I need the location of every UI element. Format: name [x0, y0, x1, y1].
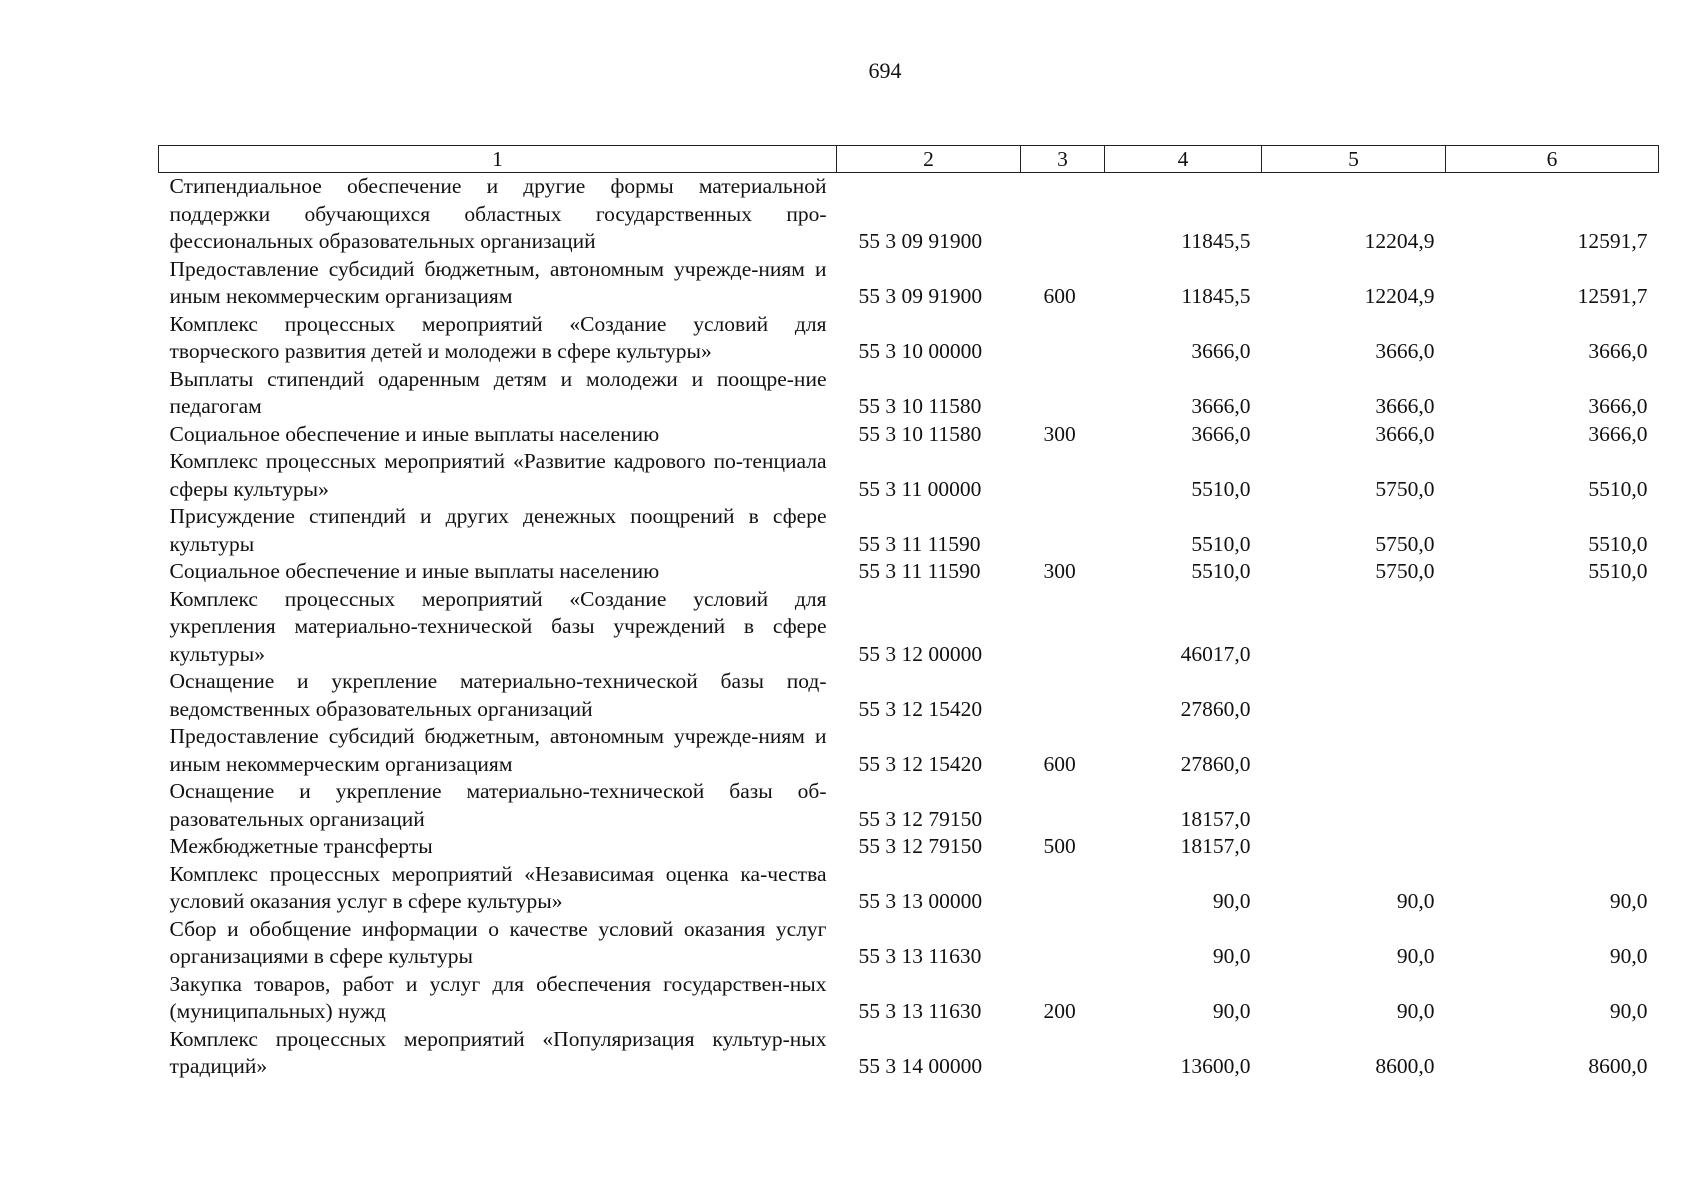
column-header-3: 3 [1021, 146, 1105, 173]
row-name: Предоставление субсидий бюджетным, автономным учрежде-ниям и иным некоммерческим организациям [169, 256, 827, 308]
row-expense-type [1021, 448, 1105, 503]
row-expense-type [1021, 668, 1105, 723]
table-row [159, 558, 1659, 586]
row-expense-type [1021, 173, 1105, 256]
row-value-col4: 5510,0 [1191, 531, 1251, 556]
table-row [159, 173, 1659, 256]
row-name: Комплекс процессных мероприятий «Независимая оценка ка-чества условий оказания услуг в сфере культуры» [169, 861, 827, 913]
row-value-col6: 12591,7 [1577, 229, 1648, 253]
row-name: Социальное обеспечение и иные выплаты населению [169, 421, 660, 446]
row-value-col6: 8600,0 [1588, 1054, 1648, 1078]
table-row [159, 421, 1659, 449]
row-value-col5: 90,0 [1396, 944, 1435, 968]
row-value-col5: 3666,0 [1375, 421, 1435, 446]
row-value-col6 [1446, 833, 1659, 861]
row-code: 55 3 09 91900 [858, 284, 983, 308]
row-expense-type: 600 [1043, 751, 1076, 776]
column-header-1: 1 [159, 146, 837, 173]
row-name: Комплекс процессных мероприятий «Развитие кадрового по-тенциала сферы культуры» [169, 449, 827, 501]
row-value-col4: 5510,0 [1191, 559, 1251, 583]
row-value-col4: 11845,5 [1181, 284, 1251, 308]
row-name: Стипендиальное обеспечение и другие формы материальной поддержки обучающихся областных государственных про-фессиональных образовательных организаций [169, 174, 827, 253]
table-header-row [159, 146, 1659, 173]
row-expense-type [1021, 778, 1105, 833]
row-name: Комплекс процессных мероприятий «Популяризация культур-ных традиций» [169, 1026, 827, 1078]
row-value-col6: 5510,0 [1588, 476, 1648, 501]
row-value-col6: 90,0 [1609, 889, 1648, 913]
row-value-col6 [1446, 668, 1659, 723]
row-value-col4: 27860,0 [1180, 696, 1251, 721]
row-value-col4: 5510,0 [1191, 476, 1251, 501]
row-code: 55 3 10 11580 [858, 421, 982, 446]
row-value-col6: 5510,0 [1588, 559, 1648, 583]
table-row [159, 778, 1659, 833]
row-expense-type [1021, 916, 1105, 971]
row-value-col5: 3666,0 [1375, 394, 1435, 418]
row-code: 55 3 13 11630 [858, 944, 982, 968]
row-expense-type [1021, 366, 1105, 421]
row-value-col6: 3666,0 [1588, 421, 1648, 446]
row-code: 55 3 12 15420 [858, 751, 983, 776]
page-number: 694 [868, 58, 902, 83]
row-value-col5 [1262, 668, 1446, 723]
row-name: Присуждение стипендий и других денежных поощрений в сфере культуры [169, 504, 827, 556]
row-value-col6: 3666,0 [1588, 339, 1648, 363]
row-value-col6 [1446, 586, 1659, 669]
table-row [159, 916, 1659, 971]
table-row [159, 586, 1659, 669]
row-expense-type [1021, 503, 1105, 558]
row-code: 55 3 13 00000 [858, 889, 983, 913]
row-name: Закупка товаров, работ и услуг для обеспечения государствен-ных (муниципальных) нужд [169, 971, 827, 1023]
table-row [159, 366, 1659, 421]
row-value-col4: 46017,0 [1180, 641, 1251, 666]
row-value-col5: 12204,9 [1364, 229, 1435, 253]
row-value-col6: 5510,0 [1588, 531, 1648, 556]
row-value-col5: 5750,0 [1375, 559, 1435, 583]
row-code: 55 3 12 00000 [858, 641, 983, 666]
table-row [159, 833, 1659, 861]
row-value-col5: 90,0 [1396, 999, 1435, 1023]
row-name: Комплекс процессных мероприятий «Создание условий для творческого развития детей и молодежи в сфере культуры» [169, 311, 827, 363]
row-expense-type: 500 [1043, 834, 1076, 858]
row-code: 55 3 10 00000 [858, 339, 983, 363]
row-value-col4: 18157,0 [1180, 806, 1251, 831]
row-value-col4: 13600,0 [1180, 1054, 1251, 1078]
row-value-col6: 3666,0 [1588, 394, 1648, 418]
row-expense-type: 200 [1043, 999, 1076, 1023]
row-name: Социальное обеспечение и иные выплаты населению [169, 559, 660, 583]
row-value-col4: 3666,0 [1191, 339, 1251, 363]
row-value-col4: 3666,0 [1191, 394, 1251, 418]
row-value-col5: 3666,0 [1375, 339, 1435, 363]
table-row [159, 723, 1659, 778]
row-name: Оснащение и укрепление материально-технической базы об-разовательных организаций [169, 779, 827, 831]
row-expense-type: 300 [1043, 421, 1076, 446]
row-value-col6: 90,0 [1609, 999, 1648, 1023]
table-row [159, 256, 1659, 311]
row-value-col6 [1446, 723, 1659, 778]
row-name: Межбюджетные трансферты [169, 834, 433, 858]
row-value-col5 [1262, 586, 1446, 669]
budget-table [158, 145, 1659, 1081]
row-value-col6 [1446, 778, 1659, 833]
row-code: 55 3 12 79150 [858, 806, 983, 831]
column-header-2: 2 [837, 146, 1021, 173]
row-value-col5 [1262, 778, 1446, 833]
table-row [159, 971, 1659, 1026]
row-value-col6: 12591,7 [1577, 284, 1648, 308]
row-value-col5: 5750,0 [1375, 476, 1435, 501]
table-row [159, 861, 1659, 916]
row-expense-type [1021, 861, 1105, 916]
row-value-col4: 18157,0 [1180, 834, 1251, 858]
column-header-4: 4 [1105, 146, 1262, 173]
row-code: 55 3 10 11580 [858, 394, 982, 418]
row-code: 55 3 09 91900 [858, 229, 983, 253]
row-value-col4: 11845,5 [1181, 229, 1251, 253]
row-code: 55 3 11 00000 [858, 476, 982, 501]
row-code: 55 3 14 00000 [858, 1054, 983, 1078]
row-code: 55 3 13 11630 [858, 999, 982, 1023]
row-expense-type: 300 [1043, 559, 1076, 583]
row-value-col4: 3666,0 [1191, 421, 1251, 446]
column-header-6: 6 [1446, 146, 1659, 173]
row-name: Комплекс процессных мероприятий «Создание условий для укрепления материально-технической базы учреждений в сфере культуры» [169, 586, 827, 666]
table-row [159, 668, 1659, 723]
row-name: Предоставление субсидий бюджетным, автономным учрежде-ниям и иным некоммерческим организациям [169, 724, 827, 776]
row-value-col5 [1262, 833, 1446, 861]
row-code: 55 3 11 11590 [858, 559, 981, 583]
row-code: 55 3 12 79150 [858, 834, 983, 858]
row-value-col6: 90,0 [1609, 944, 1648, 968]
row-name: Сбор и обобщение информации о качестве условий оказания услуг организациями в сфере культуры [169, 916, 827, 968]
row-value-col4: 90,0 [1212, 889, 1251, 913]
row-expense-type [1021, 311, 1105, 366]
row-value-col4: 90,0 [1212, 944, 1251, 968]
table-row [159, 311, 1659, 366]
table-row [159, 1026, 1659, 1081]
row-expense-type [1021, 1026, 1105, 1081]
column-header-5: 5 [1262, 146, 1446, 173]
row-value-col5: 8600,0 [1375, 1054, 1435, 1078]
row-code: 55 3 11 11590 [858, 531, 981, 556]
row-expense-type: 600 [1043, 284, 1076, 308]
row-value-col5: 12204,9 [1364, 284, 1435, 308]
table-row [159, 448, 1659, 503]
row-code: 55 3 12 15420 [858, 696, 983, 721]
row-value-col5: 5750,0 [1375, 531, 1435, 556]
row-value-col4: 27860,0 [1180, 751, 1251, 776]
row-value-col5 [1262, 723, 1446, 778]
row-name: Выплаты стипендий одаренным детям и молодежи и поощре-ние педагогам [169, 366, 827, 418]
row-expense-type [1021, 586, 1105, 669]
row-value-col5: 90,0 [1396, 889, 1435, 913]
table-row [159, 503, 1659, 558]
row-name: Оснащение и укрепление материально-технической базы под-ведомственных образовательных организаций [169, 669, 827, 721]
row-value-col4: 90,0 [1212, 999, 1251, 1023]
